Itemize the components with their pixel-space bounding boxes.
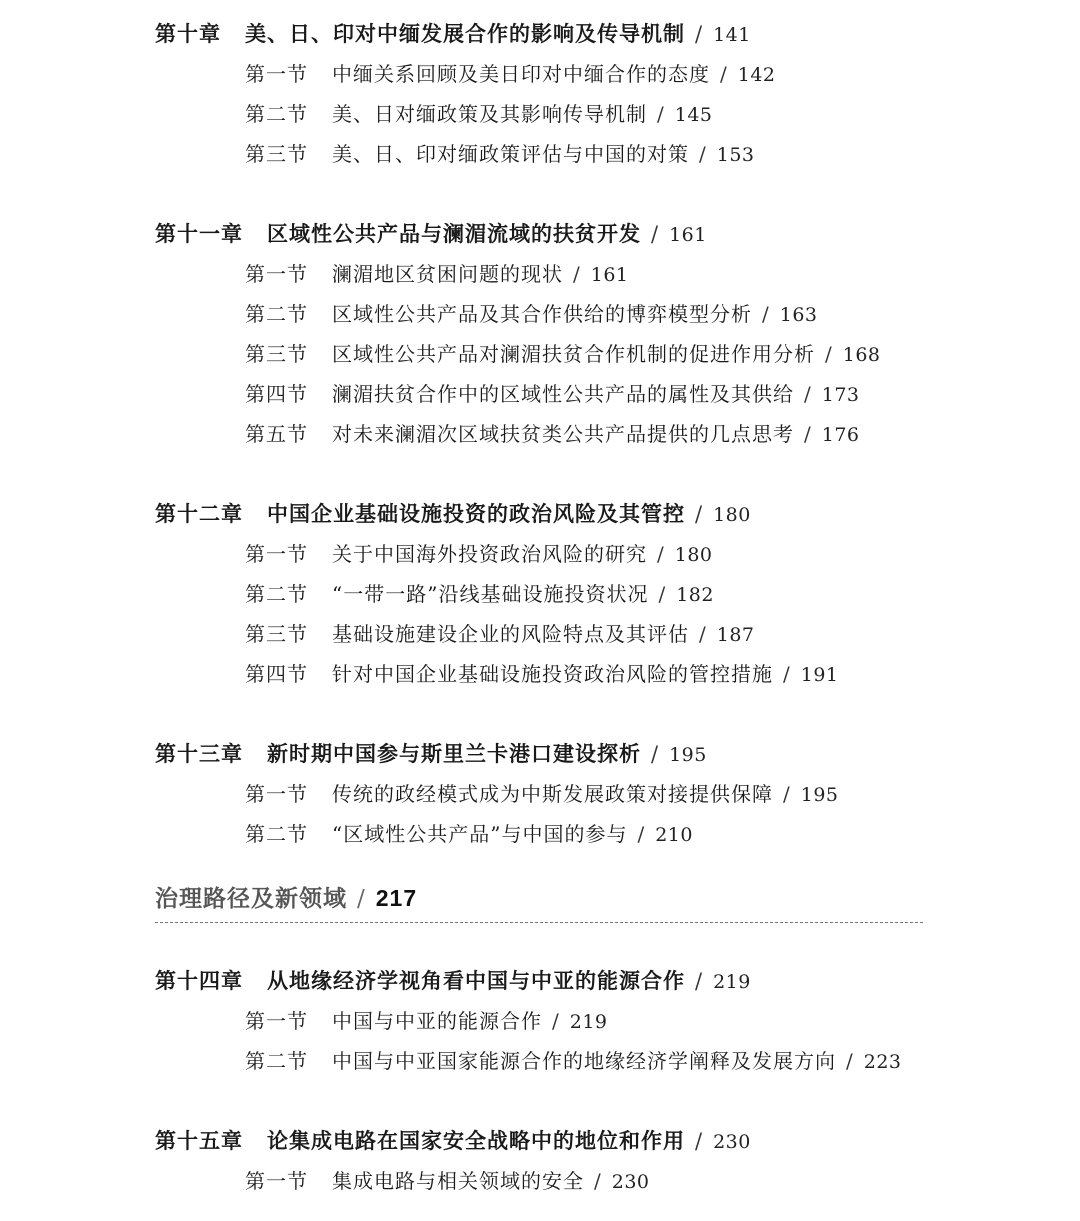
section-page: 219 [569,1011,608,1033]
chapter-heading[interactable] [155,734,925,774]
page-separator: / [552,1009,560,1033]
chapter-title: 论集成电路在国家安全战略中的地位和作用 [267,1129,685,1153]
section-page: 210 [655,824,693,846]
chapter-14 [155,961,925,1081]
section-label: 第三节 [245,622,308,646]
chapter-title: 美、日、印对中缅发展合作的影响及传导机制 [245,22,685,46]
section-entry[interactable] [155,614,925,654]
page-separator: / [695,1129,704,1153]
section-title: 集成电路与相关领域的安全 [332,1169,584,1193]
page-separator: / [699,622,707,646]
page-separator: / [594,1169,602,1193]
section-title: 美、日对缅政策及其影响传导机制 [332,102,647,126]
chapter-heading[interactable] [155,961,925,1001]
page-separator: / [695,502,704,526]
section-page: 187 [716,624,755,646]
section-entry[interactable] [155,254,925,294]
chapter-label: 第十五章 [155,1129,243,1153]
section-entry[interactable] [155,414,925,454]
chapter-11 [155,214,925,454]
page-separator: / [658,582,667,606]
section-title: 澜湄扶贫合作中的区域性公共产品的属性及其供给 [332,382,794,406]
page-separator: / [695,22,704,46]
section-page: 180 [674,544,713,566]
section-label: 第二节 [245,302,308,326]
section-label: 第五节 [245,422,308,446]
section-label: 第四节 [245,382,308,406]
chapter-title: 中国企业基础设施投资的政治风险及其管控 [267,502,685,526]
page-separator: / [657,102,665,126]
section-entry[interactable] [155,134,925,174]
section-page: 176 [821,424,860,446]
section-label: 第二节 [245,102,308,126]
page-separator: / [762,302,770,326]
section-entry[interactable] [155,334,925,374]
chapter-page: 219 [713,971,751,993]
chapter-15 [155,1121,925,1201]
chapter-page: 141 [713,24,751,46]
chapter-page: 230 [713,1131,751,1153]
section-entry[interactable] [155,94,925,134]
dashed-divider [155,922,923,923]
section-page: 163 [779,304,818,326]
page-separator: / [720,62,728,86]
chapter-page: 180 [713,504,751,526]
chapter-heading[interactable] [155,214,925,254]
section-title: 传统的政经模式成为中斯发展政策对接提供保障 [332,782,773,806]
section-page: 142 [737,64,776,86]
section-label: 第二节 [245,1049,308,1073]
chapter-title: 从地缘经济学视角看中国与中亚的能源合作 [267,969,685,993]
chapter-label: 第十一章 [155,222,243,246]
chapter-13 [155,734,925,854]
page-separator: / [804,422,812,446]
section-title: 中国与中亚的能源合作 [332,1009,542,1033]
section-title: 基础设施建设企业的风险特点及其评估 [332,622,689,646]
section-entry[interactable] [155,1161,925,1201]
part-page: 217 [375,885,418,911]
chapter-10 [155,14,925,174]
chapter-page: 161 [669,224,707,246]
page-separator: / [783,782,791,806]
section-title: 针对中国企业基础设施投资政治风险的管控措施 [332,662,773,686]
section-title: “区域性公共产品”与中国的参与 [332,822,628,846]
section-title: “一带一路”沿线基础设施投资状况 [332,582,649,606]
section-title: 对未来澜湄次区域扶贫类公共产品提供的几点思考 [332,422,794,446]
page-separator: / [804,382,812,406]
section-page: 195 [800,784,839,806]
section-page: 161 [590,264,629,286]
section-title: 区域性公共产品及其合作供给的博弈模型分析 [332,302,752,326]
section-entry[interactable] [155,654,925,694]
section-page: 145 [674,104,713,126]
section-label: 第一节 [245,1169,308,1193]
section-page: 223 [863,1051,902,1073]
section-label: 第一节 [245,262,308,286]
section-title: 中国与中亚国家能源合作的地缘经济学阐释及发展方向 [332,1049,836,1073]
section-label: 第一节 [245,542,308,566]
chapter-label: 第十章 [155,22,221,46]
part-heading[interactable] [155,876,925,920]
page-separator: / [783,662,791,686]
section-entry[interactable] [155,294,925,334]
section-title: 中缅关系回顾及美日印对中缅合作的态度 [332,62,710,86]
chapter-12 [155,494,925,694]
page-separator: / [651,742,660,766]
section-entry[interactable] [155,1041,925,1081]
section-entry[interactable] [155,574,925,614]
page-separator: / [651,222,660,246]
page-separator: / [573,262,581,286]
section-label: 第一节 [245,1009,308,1033]
section-page: 191 [800,664,839,686]
section-title: 区域性公共产品对澜湄扶贫合作机制的促进作用分析 [332,342,815,366]
section-label: 第二节 [245,582,308,606]
chapter-heading[interactable] [155,1121,925,1161]
table-of-contents [155,14,925,1201]
section-entry[interactable] [155,374,925,414]
section-title: 澜湄地区贫困问题的现状 [332,262,563,286]
chapter-title: 新时期中国参与斯里兰卡港口建设探析 [267,742,641,766]
section-label: 第一节 [245,62,308,86]
section-page: 173 [821,384,860,406]
part-heading-block [155,876,925,923]
page-separator: / [846,1049,854,1073]
section-entry[interactable] [155,534,925,574]
section-page: 168 [842,344,881,366]
chapter-heading[interactable] [155,14,925,54]
page-separator: / [637,822,646,846]
section-page: 153 [716,144,755,166]
section-label: 第一节 [245,782,308,806]
chapter-label: 第十二章 [155,502,243,526]
section-entry[interactable] [155,814,925,854]
page-separator: / [695,969,704,993]
page-separator: / [699,142,707,166]
chapter-heading[interactable] [155,494,925,534]
section-entry[interactable] [155,774,925,814]
chapter-label: 第十三章 [155,742,243,766]
section-entry[interactable] [155,54,925,94]
section-label: 第四节 [245,662,308,686]
chapter-label: 第十四章 [155,969,243,993]
page-separator: / [825,342,833,366]
chapter-page: 195 [669,744,707,766]
section-page: 182 [676,584,714,606]
page-separator: / [657,542,665,566]
section-label: 第三节 [245,142,308,166]
section-entry[interactable] [155,1001,925,1041]
section-title: 美、日、印对缅政策评估与中国的对策 [332,142,689,166]
part-title: 治理路径及新领域 [155,886,347,912]
page-separator: / [357,886,366,912]
section-title: 关于中国海外投资政治风险的研究 [332,542,647,566]
section-label: 第三节 [245,342,308,366]
section-label: 第二节 [245,822,308,846]
chapter-title: 区域性公共产品与澜湄流域的扶贫开发 [267,222,641,246]
section-page: 230 [611,1171,650,1193]
